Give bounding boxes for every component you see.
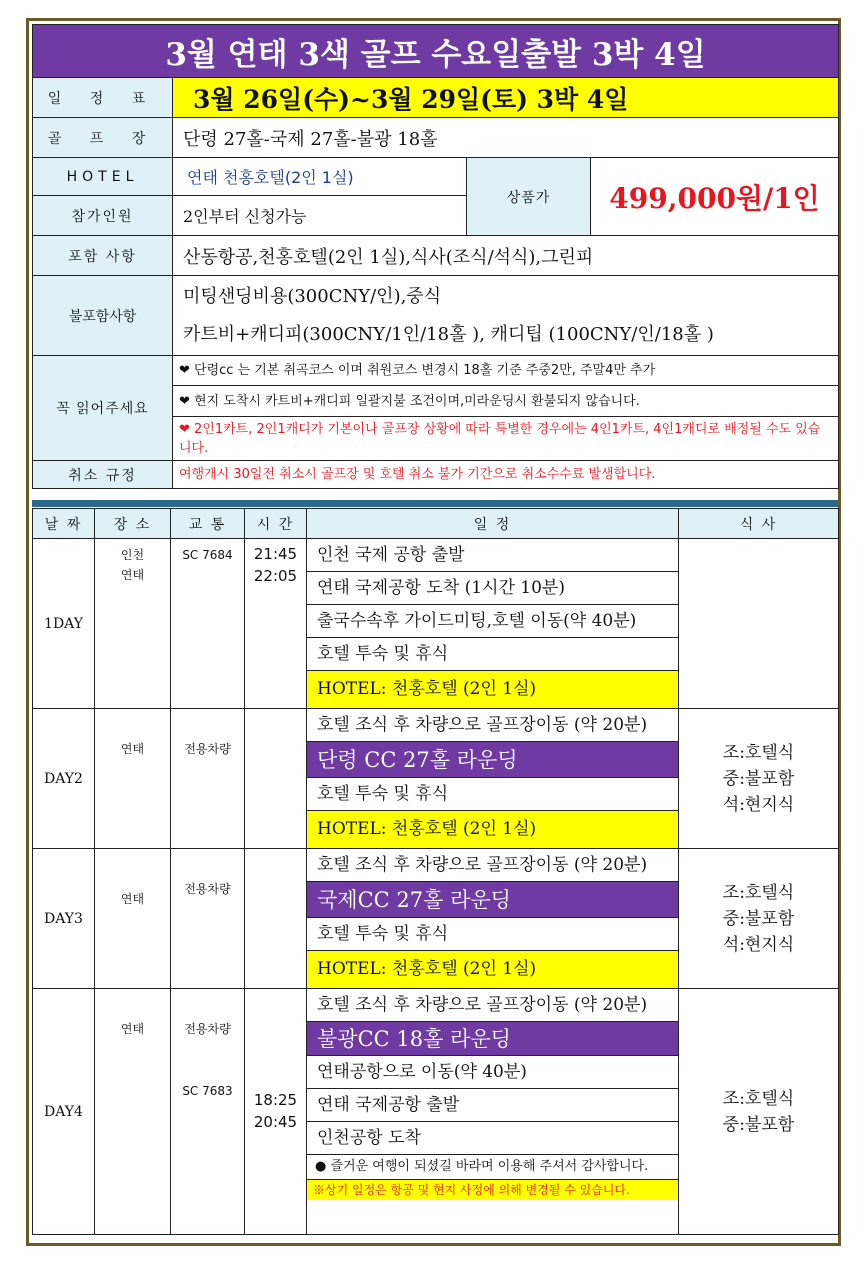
header-schedule: 일 정 [307,509,679,539]
golf-round-item: 불광CC 18홀 라운딩 [307,1022,678,1056]
excluded-label: 불포함사항 [33,276,173,356]
participants-value: 2인부터 신청가능 [173,196,467,236]
schedule-value: 3월 26일(수)~3월 29일(토) 3박 4일 [173,78,839,118]
day-label: DAY4 [33,989,95,1235]
change-notice: ※상기 일정은 항공 및 현지 사정에 의해 변경될 수 있습니다. [307,1180,678,1201]
list-item: 호텔 투숙 및 휴식 [307,638,678,671]
notice-2: ❤ 현지 도착시 카트비+캐디피 일괄지불 조건이며,미라운딩시 환불되지 않습니다. [173,386,839,417]
meal-cell: 조:호텔식 중:불포함 석:현지식 [679,849,839,989]
included-value: 산동항공,천홍호텔(2인 1실),식사(조식/석식),그린피 [173,236,839,276]
golf-label: 골 프 장 [33,118,173,158]
header-meal: 식 사 [679,509,839,539]
table-row [33,989,839,1235]
table-row [33,709,839,849]
schedule-label: 일 정 표 [33,78,173,118]
day-label: DAY2 [33,709,95,849]
list-item: 인천공항 도착 [307,1122,678,1155]
itinerary-table [32,508,839,1235]
golf-round-item: 국제CC 27홀 라운딩 [307,882,678,918]
list-item: 호텔 투숙 및 휴식 [307,778,678,811]
list-item: 연태 국제공항 도착 (1시간 10분) [307,572,678,605]
table-row [33,849,839,989]
meal-cell: 조:호텔식 중:불포함 석:현지식 [679,709,839,849]
place-cell: 연태 [95,849,171,989]
header-day: 날 짜 [33,509,95,539]
cancel-value: 여행개시 30일전 취소시 골프장 및 호텔 취소 불가 기간으로 취소수수료 발생합니다. [173,461,839,489]
transport-cell: 전용차량 [171,709,245,849]
list-item: 연태공항으로 이동(약 40분) [307,1056,678,1089]
list-item: 연태 국제공항 출발 [307,1089,678,1122]
notice-3: ❤ 2인1카트, 2인1캐디가 기본이나 골프장 상황에 따라 특별한 경우에는 4인1카트, 4인1캐디로 배정될 수도 있습니다. [173,417,839,461]
meal-cell: 조:호텔식 중:불포함 [679,989,839,1235]
golf-round-item: 단령 CC 27홀 라운딩 [307,742,678,778]
header-time: 시 간 [245,509,307,539]
participants-label: 참가인원 [33,196,173,236]
header-place: 장 소 [95,509,171,539]
place-cell: 연태 [95,709,171,849]
info-table [32,24,839,489]
section-divider [32,500,838,507]
list-item: 호텔 조식 후 차량으로 골프장이동 (약 20분) [307,709,678,742]
included-label: 포함 사항 [33,236,173,276]
place-cell: 연태 [95,989,171,1235]
hotel-label: HOTEL [33,158,173,196]
transport-cell: SC 7684 [171,539,245,709]
list-item: 호텔 조식 후 차량으로 골프장이동 (약 20분) [307,849,678,882]
notice-label: 꼭 읽어주세요 [33,356,173,461]
day-label: DAY3 [33,849,95,989]
price-value: 499,000원/1인 [591,158,839,236]
hotel-item: HOTEL: 천홍호텔 (2인 1실) [307,811,678,848]
time-cell [245,849,307,989]
list-item: 호텔 투숙 및 휴식 [307,918,678,951]
price-label: 상품가 [467,158,591,236]
time-cell: 18:25 20:45 [245,989,307,1235]
hotel-value: 연태 천홍호텔(2인 1실) [173,158,467,196]
page-title: 3월 연태 3색 골프 수요일출발 3박 4일 [33,25,839,78]
list-item: 호텔 조식 후 차량으로 골프장이동 (약 20분) [307,989,678,1022]
thank-you-note: ● 즐거운 여행이 되셨길 바라며 이용해 주셔서 감사합니다. [307,1155,678,1180]
hotel-item: HOTEL: 천홍호텔 (2인 1실) [307,951,678,988]
excluded-line2: 카트비+캐디피(300CNY/1인/18홀 ), 캐디팁 (100CNY/인/18홀 ) [183,323,714,345]
meal-cell [679,539,839,709]
time-cell: 21:45 22:05 [245,539,307,709]
notice-1: ❤ 단령cc 는 기본 취곡코스 이며 취원코스 변경시 18홀 기준 주중2만, 주말4만 추가 [173,356,839,386]
table-row [33,539,839,709]
cancel-label: 취소 규정 [33,461,173,489]
time-cell [245,709,307,849]
golf-value: 단령 27홀-국제 27홀-불광 18홀 [173,118,839,158]
transport-cell: 전용차량 [171,849,245,989]
list-item: 출국수속후 가이드미팅,호텔 이동(약 40분) [307,605,678,638]
transport-cell: 전용차량 [184,1022,231,1036]
header-transport: 교 통 [171,509,245,539]
excluded-line1: 미팅샌딩비용(300CNY/인),중식 [183,285,442,307]
day-label: 1DAY [33,539,95,709]
place-cell: 인천 연태 [95,539,171,709]
hotel-item: HOTEL: 천홍호텔 (2인 1실) [307,671,678,707]
flight-number: SC 7683 [182,1084,233,1098]
list-item: 인천 국제 공항 출발 [307,539,678,572]
